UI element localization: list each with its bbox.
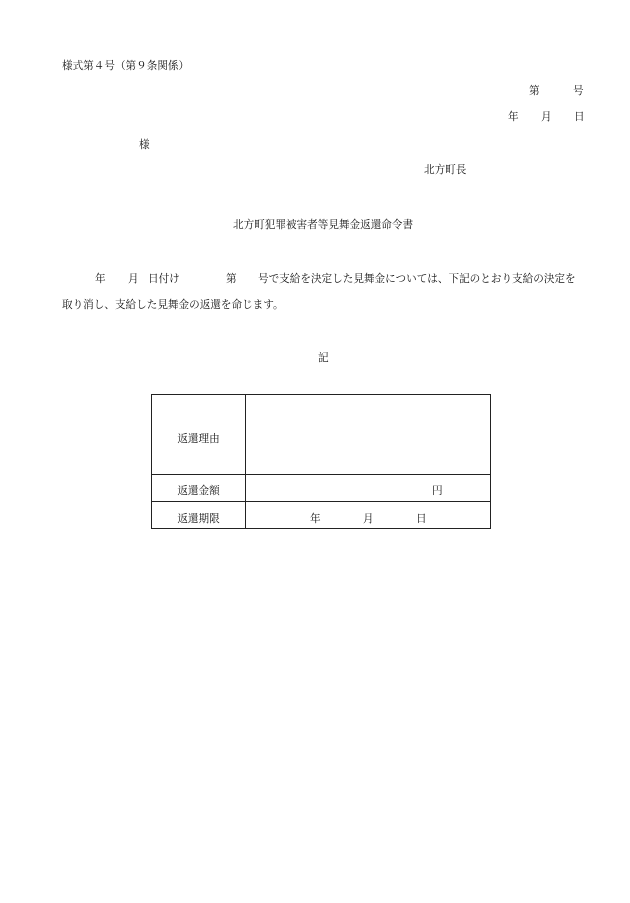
sender: 北方町長 [424,165,467,176]
table-row-reason [152,395,490,474]
amount-unit: 円 [432,486,443,497]
document-number-prefix: 第 [529,86,540,97]
document-title: 北方町犯罪被害者等見舞金返還命令書 [233,220,414,231]
label-cell [152,502,246,529]
table-row-amount [152,474,490,502]
amount-label: 返還金額 [177,486,220,497]
date-year: 年 [508,112,519,123]
ki-heading: 記 [318,353,329,364]
amount-value-cell [246,475,490,502]
label-cell [152,475,246,502]
form-number: 様式第４号（第９条関係） [62,61,190,72]
document-number-suffix: 号 [573,86,584,97]
body-month: 月 [128,274,139,285]
body-day: 日付け [148,274,180,285]
body-number-prefix: 第 [226,274,237,285]
date-day: 日 [574,112,585,123]
body-line-2: 取り消し、支給した見舞金の返還を命じます。 [62,300,284,311]
return-details-table [151,394,491,529]
deadline-year: 年 [310,514,321,525]
deadline-day: 日 [416,514,427,525]
deadline-label: 返還期限 [177,514,220,525]
deadline-month: 月 [363,514,374,525]
addressee-honorific: 様 [139,140,150,151]
body-line-1-text: 号で支給を決定した見舞金については、下記のとおり支給の決定を [258,274,576,285]
table-row-deadline [152,501,490,529]
reason-value-cell [246,395,490,474]
date-month: 月 [541,112,552,123]
reason-label: 返還理由 [177,434,220,445]
label-cell [152,395,246,474]
body-year: 年 [95,274,106,285]
deadline-value-cell [246,502,490,529]
